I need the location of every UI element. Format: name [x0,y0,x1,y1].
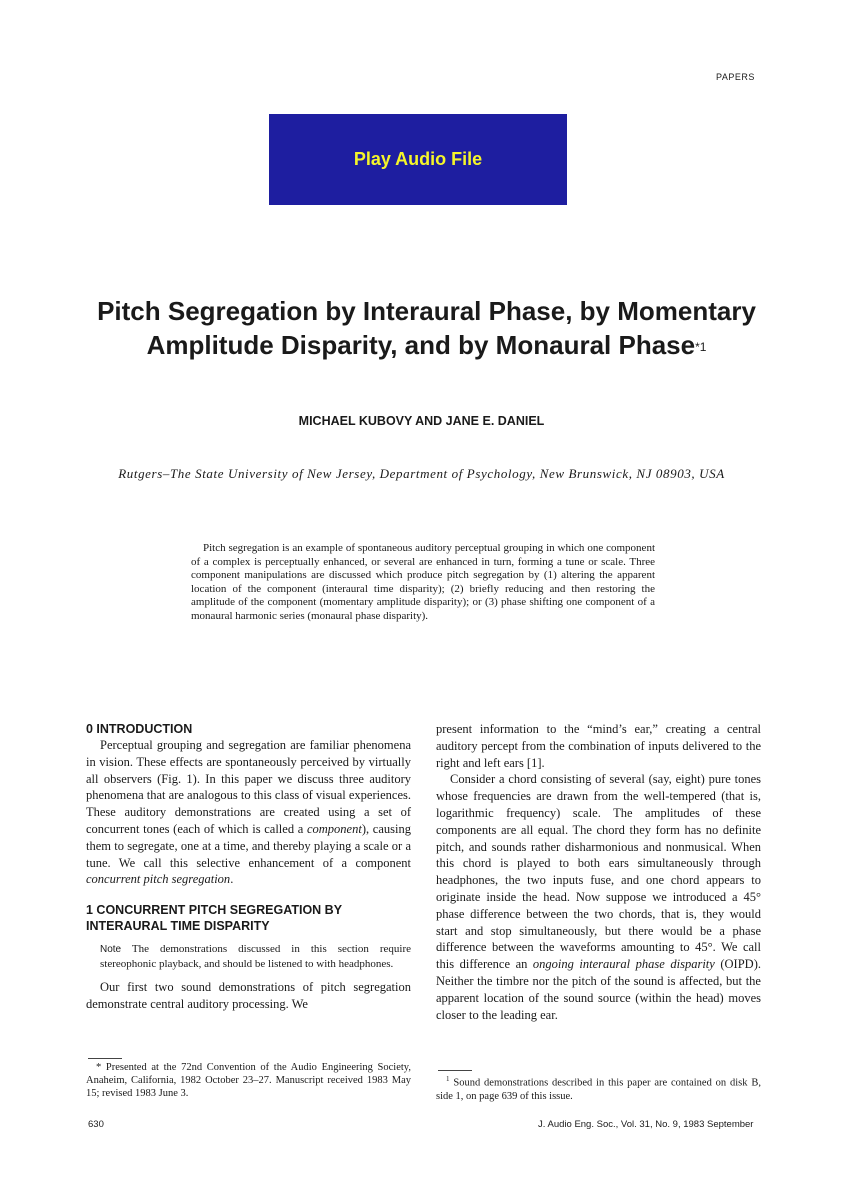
footnote-rule [88,1058,122,1059]
footnote-right [436,1070,761,1103]
section-1-paragraph: Our first two sound demonstrations of pitch segregation demonstrate central auditory processing. We [86,980,411,1011]
author-list: MICHAEL KUBOVY AND JANE E. DANIEL [298,414,545,428]
play-audio-button[interactable]: Play Audio File [269,114,567,205]
term-oipd: ongoing interaural phase disparity [532,957,715,972]
title-footnote-marker: *1 [695,340,707,354]
page-number: 630 [88,1119,104,1130]
author-affiliation: Rutgers–The State University of New Jersey, Department of Psychology, New Brunswick, NJ 08903, USA [118,466,725,481]
journal-reference: J. Audio Eng. Soc., Vol. 31, No. 9, 1983 September [538,1119,754,1130]
headphones-note: Note The demonstrations discussed in this section require stereophonic playback, and should be listened to with headphones. [100,943,411,971]
section-label: PAPERS [716,72,755,82]
sound-demo-footnote: $^1$ Sound demonstrations described in this paper are contained on disk B, side 1, on page 639 of this issue. [436,1075,761,1102]
presentation-footnote: * Presented at the 72nd Convention of the Audio Engineering Society, Anaheim, California, 1982 October 23–27. Manuscript received 1983 May 15; revised 1983 June 3. [86,1062,411,1099]
footnote-rule [438,1070,472,1071]
section-0-heading: 0 INTRODUCTION [86,722,193,736]
section-1-heading: 1 CONCURRENT PITCH SEGREGATION BY INTERAURAL TIME DISPARITY [86,903,342,934]
continued-paragraph: present information to the “mind’s ear,” creating a central auditory percept from the combination of inputs delivered to the right and left ears [1]. [436,722,761,770]
term-component: component [306,821,362,836]
article-title-text: Pitch Segregation by Interaural Phase, by Momentary Amplitude Disparity, and by Monaural Phase [97,296,756,360]
intro-paragraph: Perceptual grouping and segregation are familiar phenomena in vision. These effects are spontaneously perceived by virtually all observers (Fig. 1). In this paper we discuss three auditory phenomena that are analogous to this class of visual experiences. These auditory demonstrations are created using a set of concurrent tones (each of which is called a component), causing them to segregate, one at a time, and thereby playing a scale or a tune. We call this selective enhancement of a component concurrent pitch segregation. [86,738,411,887]
left-column [86,721,411,1013]
footnote-left [86,1058,411,1100]
article-title [70,294,783,362]
note-label: Note [100,944,122,956]
chord-paragraph: Consider a chord consisting of several (say, eight) pure tones whose frequencies are drawn from the well-tempered (that is, logarithmic frequency) scale. The amplitudes of these components are all equal. The chord they form has no definite pitch, and sounds rather disharmonious and nonmusical. When this chord is played to both ears simultaneously through headphones, the two inputs fuse, and one chord appears to originate inside the head. Now suppose we introduced a 45° phase difference between the two chords, that is, they would start and stop simultaneously, but there would be a phase difference between the waveforms amounting to 45°. We call this difference an ongoing interaural phase disparity (OIPD). Neither the timbre nor the pitch of the sound is affected, but the apparent location of the sound source (within the head) moves closer to the leading ear. [436,772,761,1022]
footnote-marker: 1 [446,1075,450,1083]
right-column [436,721,761,1023]
abstract: Pitch segregation is an example of spontaneous auditory perceptual grouping in which one component of a complex is perceptually enhanced, or several are enhanced in turn, forming a tune or scale. Three component manipulations are discussed which produce pitch segregation by (1) altering the apparent location of the component (interaural time disparity); (2) briefly reducing and then restoring the amplitude of the component (momentary amplitude disparity); or (3) phase shifting one component of a monaural harmonic series (monaural phase disparity). [191,542,655,622]
term-concurrent-pitch-segregation: concurrent pitch segregation [86,872,231,887]
